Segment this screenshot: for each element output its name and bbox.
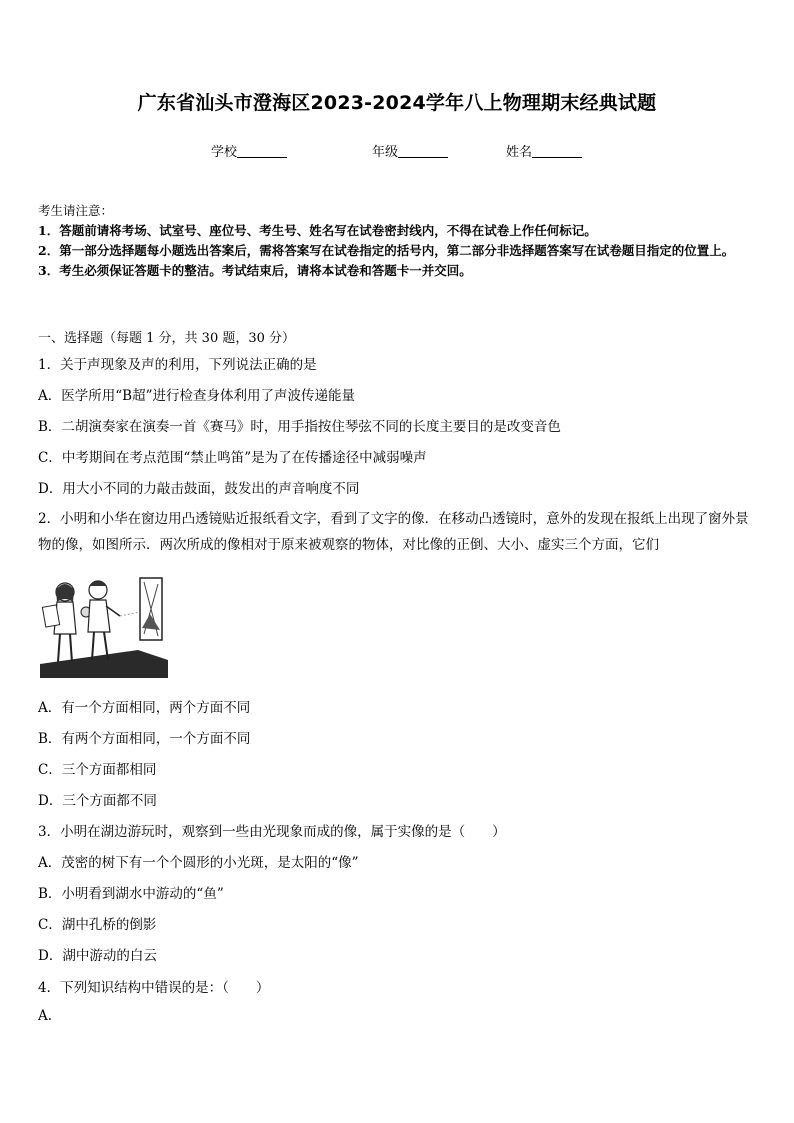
notice-item: 2．第一部分选择题每小题选出答案后，需将答案写在试卷指定的括号内，第二部分非选择题答案写在试卷题目指定的位置上。: [38, 243, 735, 258]
notice-item: 3．考生必须保证答题卡的整洁。考试结束后，请将本试卷和答题卡一并交回。: [38, 263, 472, 278]
boy-body: [88, 600, 110, 632]
school-blank[interactable]: [237, 144, 287, 158]
question-stem: 1．关于声现象及声的利用，下列说法正确的是: [38, 357, 317, 373]
option-item: A.: [38, 1008, 53, 1024]
option-item: A．茂密的树下有一个个圆形的小光斑，是太阳的“像”: [38, 855, 359, 871]
grade-blank[interactable]: [398, 144, 448, 158]
option-item: C．中考期间在考点范围“禁止鸣笛”是为了在传播途径中减弱噪声: [38, 450, 427, 466]
notice-block: [38, 201, 760, 281]
question-stem: 2．小明和小华在窗边用凸透镜贴近报纸看文字，看到了文字的像．在移动凸透镜时，意外的发现在报纸上出现了窗外景物的像，如图所示．两次所成的像相对于原来被观察的物体，对比像的正倒、大小、虚实三个方面，它们: [38, 511, 749, 553]
option-item: C．湖中孔桥的倒影: [38, 917, 157, 933]
school-field[interactable]: [211, 141, 287, 160]
lens-illustration: [40, 572, 168, 678]
option-item: A．有一个方面相同，两个方面不同: [38, 700, 251, 716]
name-blank[interactable]: [532, 144, 582, 158]
newspaper: [42, 605, 59, 627]
option-item: D．湖中游动的白云: [38, 948, 157, 964]
grade-field[interactable]: [372, 141, 448, 160]
question-stem: 4．下列知识结构中错误的是：（ ）: [38, 980, 270, 996]
option-item: D．三个方面都不同: [38, 793, 157, 809]
name-label: 姓名: [506, 145, 533, 160]
option-item: D．用大小不同的力敲击鼓面，鼓发出的声音响度不同: [38, 481, 360, 497]
school-label: 学校: [211, 145, 238, 160]
option-item: B．二胡演奏家在演奏一首《赛马》时，用手指按住琴弦不同的长度主要目的是改变音色: [38, 419, 561, 435]
grade-label: 年级: [372, 145, 399, 160]
notice-item: 1．答题前请将考场、试室号、座位号、考生号、姓名写在试卷密封线内，不得在试卷上作任何标记。: [38, 223, 597, 238]
question-stem: 3．小明在湖边游玩时，观察到一些由光现象而成的像，属于实像的是（ ）: [38, 824, 506, 840]
option-item: C．三个方面都相同: [38, 762, 157, 778]
option-item: B．小明看到湖水中游动的“鱼”: [38, 886, 224, 902]
name-field[interactable]: [506, 141, 582, 160]
notice-heading: 考生请注意：: [38, 203, 114, 218]
page-title: 广东省汕头市澄海区2023-2024学年八上物理期末经典试题: [137, 92, 657, 114]
section-heading: 一、选择题（每题 1 分，共 30 题，30 分）: [38, 331, 296, 346]
option-item: B．有两个方面相同，一个方面不同: [38, 731, 251, 747]
option-item: A．医学所用“B超”进行检查身体利用了声波传递能量: [38, 388, 355, 404]
